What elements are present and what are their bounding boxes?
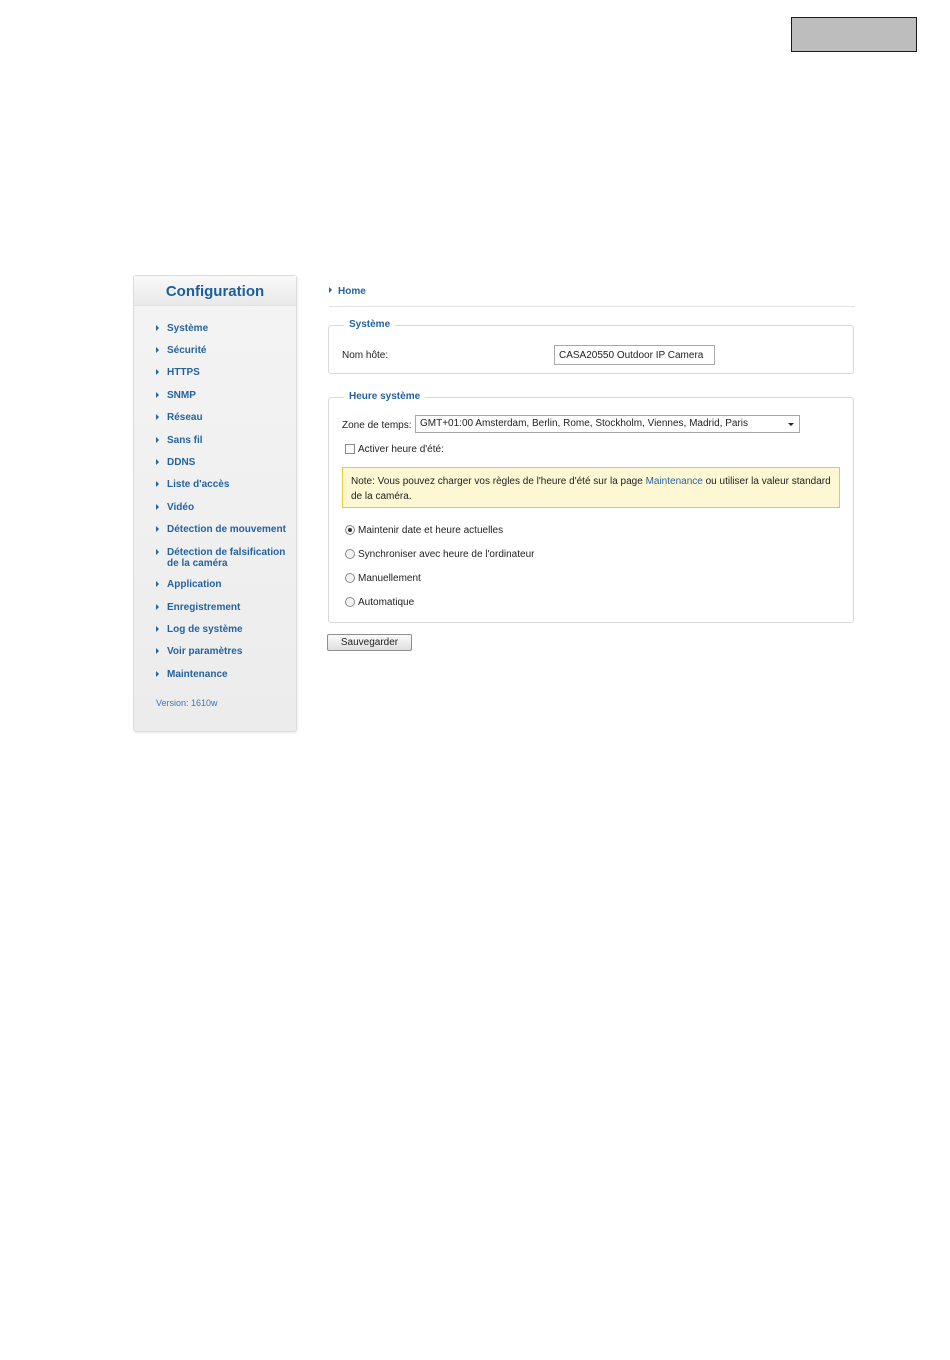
sidebar-item-https[interactable]: HTTPS [156,368,200,379]
maintenance-link[interactable]: Maintenance [645,476,703,487]
arrow-right-icon [156,581,159,587]
sidebar-item-systeme[interactable]: Système [156,324,208,335]
arrow-right-icon [156,604,159,610]
sidebar-item-detection-falsification[interactable]: Détection de falsification de la caméra [156,548,298,569]
sidebar-item-liste-acces[interactable]: Liste d'accès [156,480,229,491]
sidebar-item-snmp[interactable]: SNMP [156,391,196,402]
arrow-right-icon [329,287,332,293]
arrow-right-icon [156,369,159,375]
radio-label: Automatique [358,597,415,608]
sidebar-item-log-systeme[interactable]: Log de système [156,625,243,636]
breadcrumb-divider [329,306,855,307]
version-label: Version: 1610w [156,698,218,708]
sidebar-item-sans-fil[interactable]: Sans fil [156,436,203,447]
sidebar-item-voir-parametres[interactable]: Voir paramètres [156,647,242,658]
timezone-label: Zone de temps: [342,420,412,431]
sidebar-title: Configuration [134,276,296,306]
radio-keep-current-time[interactable] [345,525,355,535]
hostname-input[interactable] [554,345,715,365]
timezone-select[interactable]: GMT+01:00 Amsterdam, Berlin, Rome, Stockholm, Viennes, Madrid, Paris [415,415,800,433]
radio-label: Synchroniser avec heure de l'ordinateur [358,549,535,560]
arrow-right-icon [156,671,159,677]
arrow-right-icon [156,648,159,654]
breadcrumb-home[interactable]: Home [329,286,366,297]
arrow-right-icon [156,481,159,487]
arrow-right-icon [156,392,159,398]
sidebar-item-securite[interactable]: Sécurité [156,346,206,357]
sidebar-item-detection-mouvement[interactable]: Détection de mouvement [156,525,286,536]
dst-label: Activer heure d'été: [358,444,444,455]
arrow-right-icon [156,526,159,532]
arrow-right-icon [156,504,159,510]
page-number-box [791,17,917,52]
sidebar-item-ddns[interactable]: DDNS [156,458,195,469]
hostname-label: Nom hôte: [342,350,389,361]
arrow-right-icon [156,325,159,331]
arrow-right-icon [156,437,159,443]
sidebar-item-application[interactable]: Application [156,580,221,591]
radio-manual[interactable] [345,573,355,583]
arrow-right-icon [156,459,159,465]
sidebar [133,275,297,732]
radio-automatic[interactable] [345,597,355,607]
sidebar-item-video[interactable]: Vidéo [156,503,194,514]
sidebar-item-reseau[interactable]: Réseau [156,413,203,424]
chevron-down-icon [788,423,794,426]
system-legend: Système [344,319,395,330]
arrow-right-icon [156,626,159,632]
dst-checkbox[interactable] [345,444,355,454]
sidebar-item-maintenance[interactable]: Maintenance [156,670,228,681]
radio-label: Manuellement [358,573,421,584]
radio-sync-computer[interactable] [345,549,355,559]
arrow-right-icon [156,414,159,420]
arrow-right-icon [156,347,159,353]
dst-note: Note: Vous pouvez charger vos règles de l'heure d'été sur la page Maintenance ou utiliser la valeur standard de la caméra. [342,467,840,508]
system-time-legend: Heure système [344,391,425,402]
sidebar-item-enregistrement[interactable]: Enregistrement [156,603,240,614]
arrow-right-icon [156,549,159,555]
radio-label: Maintenir date et heure actuelles [358,525,504,536]
save-button[interactable]: Sauvegarder [327,634,412,651]
